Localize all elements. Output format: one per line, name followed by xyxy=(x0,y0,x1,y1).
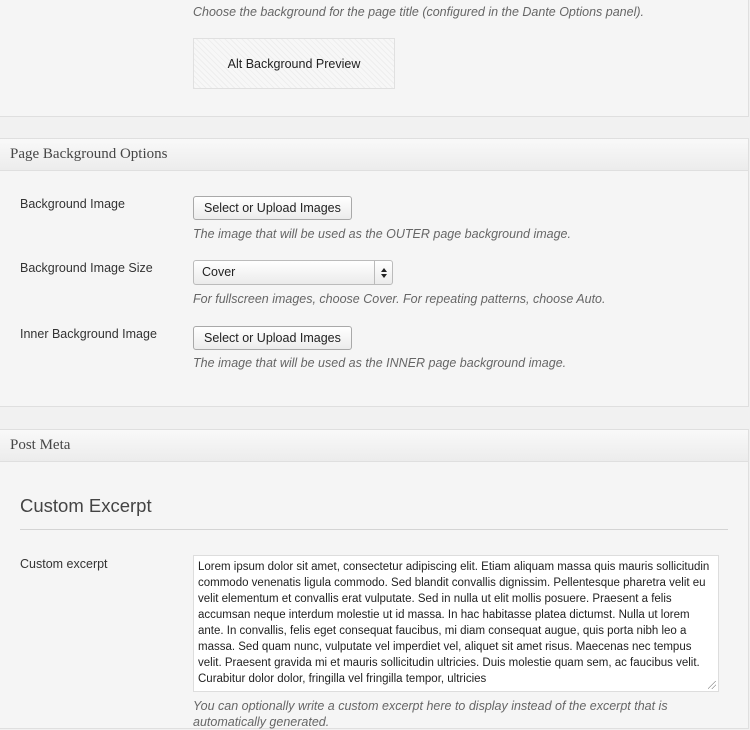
title-background-panel xyxy=(0,0,749,117)
background-image-description: The image that will be used as the OUTER page background image. xyxy=(193,227,571,241)
inner-background-image-description: The image that will be used as the INNER page background image. xyxy=(193,356,567,370)
custom-excerpt-textarea[interactable] xyxy=(193,555,719,692)
background-image-size-description: For fullscreen images, choose Cover. For repeating patterns, choose Auto. xyxy=(193,292,606,306)
custom-excerpt-label: Custom excerpt xyxy=(20,557,108,571)
alt-background-preview[interactable] xyxy=(193,38,395,89)
background-image-size-select[interactable] xyxy=(193,260,393,285)
alt-background-preview-label: Alt Background Preview xyxy=(227,56,361,71)
post-meta-panel xyxy=(0,429,749,729)
section-divider xyxy=(20,529,728,530)
background-image-size-label: Background Image Size xyxy=(20,261,153,275)
custom-excerpt-text: Lorem ipsum dolor sit amet, consectetur adipiscing elit. Etiam aliquam massa quis mauris sollicitudin commodo venenatis ligula commodo. Sed blandit convallis dignissim. Pellentesque pharetra velit eu velit elementum et convallis erat vulputate. Sed in nulla ut elit mollis posuere. Praesent a felis accumsan neque interdum molestie ut id massa. In hac habitasse platea dictumst. Nulla ut lorem ante. In convallis, felis eget consequat faucibus, mi diam consequat augue, quis porta nibh leo a massa. Sed quam nunc, vulputate vel imperdiet vel, aliquet sit amet risus. Maecenas nec tempus velit. Praesent gravida mi et mauris sollicitudin ultricies. Duis molestie quam sem, ac faucibus velit. Curabitur dolor dolor, fringilla vel fringilla tempor, ultricies xyxy=(198,561,710,685)
select-arrows-icon xyxy=(374,261,392,284)
custom-excerpt-heading: Custom Excerpt xyxy=(20,495,152,516)
page-background-options-header[interactable]: Page Background Options xyxy=(0,139,748,171)
inner-background-image-label: Inner Background Image xyxy=(20,327,157,341)
custom-excerpt-description: You can optionally write a custom excerpt here to display instead of the excerpt that is automatically generated. xyxy=(193,699,668,729)
background-image-size-value: Cover xyxy=(202,265,236,279)
inner-background-image-upload-button[interactable]: Select or Upload Images xyxy=(193,326,352,350)
post-meta-header[interactable]: Post Meta xyxy=(0,430,748,462)
title-background-description: Choose the background for the page title (configured in the Dante Options panel). xyxy=(193,5,644,19)
background-image-label: Background Image xyxy=(20,197,125,211)
page-background-options-panel xyxy=(0,138,749,407)
background-image-upload-button[interactable]: Select or Upload Images xyxy=(193,196,352,220)
resize-grip-icon[interactable] xyxy=(708,681,716,689)
